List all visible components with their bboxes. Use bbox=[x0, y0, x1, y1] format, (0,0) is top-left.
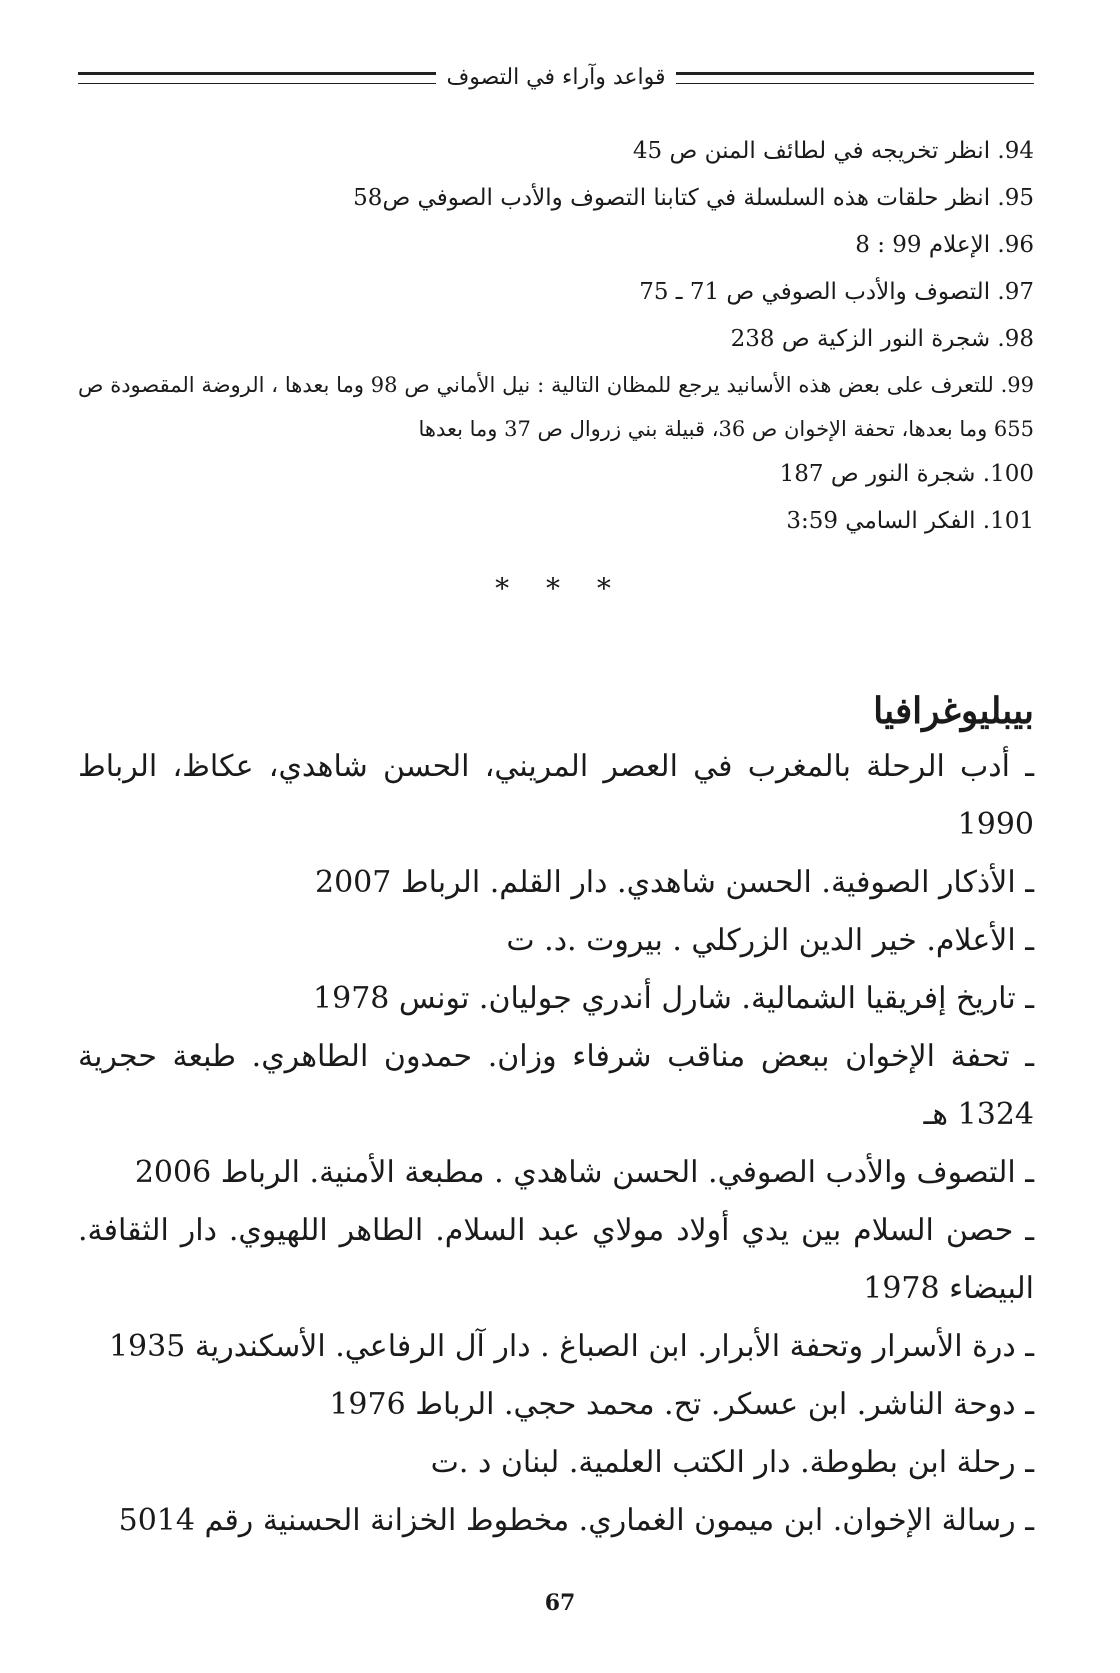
bibliography-entry: ـ درة الأسرار وتحفة الأبرار. ابن الصباغ . دار آل الرفاعي. الأسكندرية 1935 bbox=[108, 1329, 1034, 1364]
bibliography-entry: ـ رحلة ابن بطوطة. دار الكتب العلمية. لبنان د .ت bbox=[430, 1445, 1034, 1480]
bibliography-entry: ـ الأذكار الصوفية. الحسن شاهدي. دار القلم. الرباط 2007 bbox=[315, 865, 1034, 900]
running-header-title: قواعد وآراء في التصوف bbox=[446, 65, 666, 90]
footnote-96: 96. الإعلام 99 : 8 bbox=[855, 232, 1034, 258]
footnotes-list bbox=[78, 128, 1034, 545]
footnote-99: 99. للتعرف على بعض هذه الأسانيد يرجع للمظان التالية : نيل الأماني ص 98 وما بعدها ، الروضة المقصودة ص 655 وما بعدها، تحفة الإخوان ص 36، قبيلة بني زروال ص 37 وما بعدها bbox=[78, 373, 1034, 441]
section-divider: * * * bbox=[495, 572, 625, 605]
bibliography-entry: ـ دوحة الناشر. ابن عسكر. تح. محمد حجي. الرباط 1976 bbox=[329, 1387, 1034, 1422]
bibliography-entry: ـ التصوف والأدب الصوفي. الحسن شاهدي . مطبعة الأمنية. الرباط 2006 bbox=[134, 1155, 1034, 1190]
footnote-94: 94. انظر تخريجه في لطائف المنن ص 45 bbox=[632, 138, 1034, 164]
bibliography-heading: بيبليوغرافيا bbox=[873, 689, 1034, 732]
header-rule-right bbox=[676, 72, 1034, 84]
footnote-98: 98. شجرة النور الزكية ص 238 bbox=[730, 326, 1034, 352]
footnote-100: 100. شجرة النور ص 187 bbox=[779, 461, 1034, 487]
bibliography-entry: ـ رسالة الإخوان. ابن ميمون الغماري. مخطوط الخزانة الحسنية رقم 5014 bbox=[118, 1503, 1034, 1538]
header-rule-left bbox=[78, 72, 436, 84]
bibliography-entry: ـ تحفة الإخوان ببعض مناقب شرفاء وزان. حمدون الطاهري. طبعة حجرية 1324 هـ bbox=[78, 1039, 1034, 1132]
footnote-95: 95. انظر حلقات هذه السلسلة في كتابنا التصوف والأدب الصوفي ص58 bbox=[353, 185, 1034, 211]
page-number: 67 bbox=[544, 1590, 576, 1616]
bibliography-entry: ـ تاريخ إفريقيا الشمالية. شارل أندري جوليان. تونس 1978 bbox=[313, 981, 1034, 1016]
bibliography-entry: ـ حصن السلام بين يدي أولاد مولاي عبد السلام. الطاهر اللهيوي. دار الثقافة. البيضاء 1978 bbox=[78, 1213, 1034, 1306]
bibliography-list bbox=[78, 738, 1034, 1550]
running-header bbox=[78, 58, 1034, 98]
bibliography-entry: ـ الأعلام. خير الدين الزركلي . بيروت .د. ت bbox=[506, 923, 1034, 958]
footnote-97: 97. التصوف والأدب الصوفي ص 71 ـ 75 bbox=[639, 279, 1034, 305]
footnote-101: 101. الفكر السامي 3:59 bbox=[786, 508, 1034, 534]
bibliography-entry: ـ أدب الرحلة بالمغرب في العصر المريني، الحسن شاهدي، عكاظ، الرباط 1990 bbox=[78, 749, 1034, 842]
